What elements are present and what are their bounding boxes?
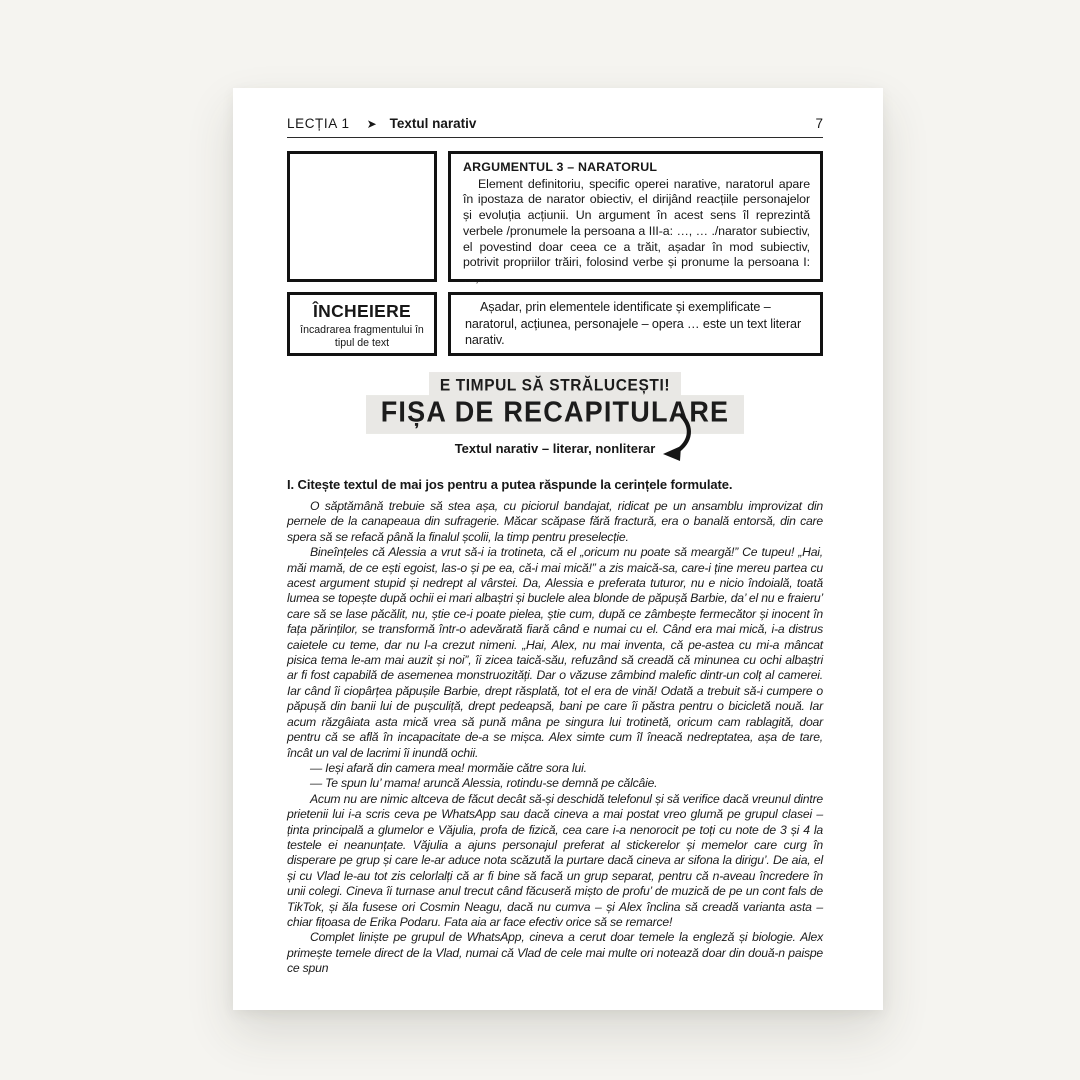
conclusion-box (448, 292, 823, 356)
page-number: 7 (815, 116, 823, 131)
narrative-paragraph: O săptămână trebuie să stea așa, cu piciorul bandajat, ridicat pe un ansamblu improvizat din pernele de la canapeaua din sufragerie. Măcar scăpase fără fractură, era o banală entorsă, din care spera să se refacă până la finalul școlii, la timp pentru preselecție. (287, 499, 823, 544)
arrow-right-icon: ➤ (366, 116, 377, 131)
document-page (233, 88, 883, 1010)
recap-subtitle: Textul narativ – literar, nonliterar (454, 441, 656, 456)
narrative-paragraph: — Ieși afară din camera mea! mormăie către sora lui. (310, 760, 587, 775)
lesson-label: LECȚIA 1 (287, 116, 350, 131)
recap-section (287, 373, 823, 456)
narrative-paragraph: Complet liniște pe grupul de WhatsApp, cineva a cerut doar temele la engleză și biologie. Alex primește temele direct de la Vlad, numai că Vlad de cele mai multe ori notează doar din două-n paispe ce spun (287, 930, 823, 976)
incheiere-title: ÎNCHEIERE (313, 301, 411, 321)
chapter-title: Textul narativ (389, 116, 477, 131)
argument-box-body: Element definitoriu, specific operei narative, naratorul apare în ipostaza de narator obiectiv, el dirijând reacțiile personajelor și evoluția acțiunii. Un argument în acest sens îl reprezintă verbele /pronumele la persoana a III-a: …, … ./narator subiectiv, el povestind doar ceea ce a trăit, așadar în mod subiectiv, potrivit propriilor trăiri, folosind verbe și pronume la persoana I: …, … . (463, 176, 810, 285)
argument-box-title: ARGUMENTUL 3 – NARATORUL (463, 160, 658, 174)
answer-box-empty (287, 151, 437, 282)
exercise-heading: I. Citește textul de mai jos pentru a putea răspunde la cerințele formulate. (287, 477, 733, 492)
narrative-paragraph: — Te spun lu’ mama! aruncă Alessia, rotindu-se demnă pe călcâie. (310, 776, 658, 791)
narrative-paragraph: Acum nu are nimic altceva de făcut decât să-și deschidă telefonul și să verifice dacă vreunul dintre prietenii lui i-a scris ceva pe WhatsApp sau dacă cineva a mai postat vreo glumă pe grupul clasei – ținta principală a glumelor e Văjulia, profa de fizică, cea care i-a nenorocit pe toți cu note de 3 și 4 la testele ei neanunțate. Văjulia a ajuns personajul preferat al stickerelor și memelor care curg în disperare pe grup și care le-ar aduce nota scăzută la purtare dacă cineva ar sifona la dirigu’. De aia, el și cu Vlad le-au tot zis celorlalți că ar fi bine să facă un grup separat, pentru că n-aveau încredere în unii colegi. Cineva îi turnase anul trecut când făcuseră mișto de profu’ de muzică de pe un cont fals de TikTok, și ăla fusese ori Cosmin Neagu, dacă nu cumva – și Alex înclina să creadă varianta asta – chiar fițoasa de Erika Podaru. Fata aia ar face efectiv orice să se remarce! (287, 791, 823, 929)
argument-box (448, 151, 823, 285)
incheiere-box (287, 292, 437, 356)
narrative-text (287, 499, 823, 977)
incheiere-subtitle: încadrarea fragmentului în tipul de text (300, 324, 424, 349)
curved-arrow-down-left-icon (659, 413, 695, 465)
summary-table (287, 151, 823, 356)
narrative-paragraph: Bineînțeles că Alessia a vrut să-i ia trotineta, că el „oricum nu poate să meargă!” Ce tupeu! „Hai, măi mamă, de ce ești egoist, las-o și pe ea, că-i mai mică!” a zis maică-sa, care-i ține mereu partea cu acest argument stupid și nedrept al vârstei. Da, Alessia e preferata tuturor, nu e nicio îndoială, toată lumea se topește după ochii ei mari albaștri și buclele alea blonde de păpușă Barbie, da’ el nu e fraieru’ care să se lase păcălit, nu, știe ce-i poate pielea, știe cum, după ce zâmbește fermecător și inocent în fața părinților, se transformă într-o adevărată fiară când e numai cu el. Când era mai mică, i-a distrus caietele cu teme, dar nu l-a crezut nimeni. „Hai, Alex, nu mai inventa, că pe-astea cu mi-a mâncat pisica tema le-am mai auzit și noi”, îi zicea taică-său, refuzând să creadă că minunea cu ochi albaștri ar fi fost capabilă de asemenea monstruozități. Dar o văzuse zâmbind malefic dintr-un colț al camerei. Iar când îi ciopârțea păpușile Barbie, drept răsplată, tot el era de vină! Odată a trebuit să-i cumpere o păpușă din banii lui de pușculiță, drept pedeapsă, bani pe care îi păstra pentru o bicicletă nouă. Iar acum răzgâiata asta mică vrea să pună mâna pe singura lui trotinetă, oricum cam rablagită, doar pentru că se află în incapacitate de-a se mișca. Alex simte cum îl îneacă nedreptatea, așa de tare, încât un val de lacrimi îi inundă ochii. (287, 545, 823, 760)
recap-badges (287, 373, 823, 433)
page-header (287, 116, 823, 131)
header-divider (287, 137, 823, 138)
shine-badge: E TIMPUL SĂ STRĂLUCEȘTI! (429, 372, 681, 398)
recap-title-badge: FIȘA DE RECAPITULARE (366, 395, 745, 434)
conclusion-text: Așadar, prin elementele identificate și exemplificate – naratorul, acțiunea, personajele – opera … este un text literar narativ. (465, 300, 802, 348)
